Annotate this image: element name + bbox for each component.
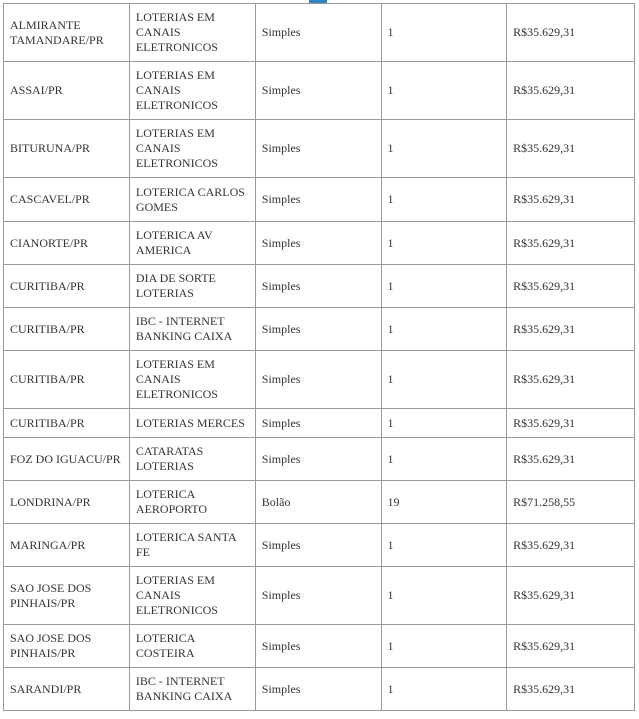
quota-count-cell: 1 — [381, 222, 507, 265]
outlet-cell: LOTERICA SANTA FE — [129, 524, 255, 567]
table-row — [4, 265, 635, 308]
quota-count-cell: 1 — [381, 308, 507, 351]
table-row — [4, 4, 635, 62]
bet-type-cell: Simples — [255, 120, 381, 178]
quota-count-cell: 1 — [381, 567, 507, 625]
prize-value-cell: R$35.629,31 — [507, 668, 635, 711]
outlet-cell: LOTERIAS MERCES — [129, 409, 255, 438]
bet-type-cell: Simples — [255, 524, 381, 567]
quota-count-cell: 1 — [381, 4, 507, 62]
outlet-cell: IBC - INTERNET BANKING CAIXA — [129, 668, 255, 711]
quota-count-cell: 1 — [381, 178, 507, 222]
quota-count-cell: 1 — [381, 351, 507, 409]
city-cell: CURITIBA/PR — [4, 308, 130, 351]
table-row — [4, 625, 635, 668]
prize-value-cell: R$35.629,31 — [507, 4, 635, 62]
bet-type-cell: Simples — [255, 668, 381, 711]
quota-count-cell: 1 — [381, 409, 507, 438]
city-cell: CURITIBA/PR — [4, 265, 130, 308]
quota-count-cell: 1 — [381, 625, 507, 668]
outlet-cell: LOTERICA AEROPORTO — [129, 481, 255, 524]
prize-value-cell: R$35.629,31 — [507, 524, 635, 567]
table-row — [4, 62, 635, 120]
bet-type-cell: Simples — [255, 265, 381, 308]
prize-value-cell: R$35.629,31 — [507, 308, 635, 351]
table-row — [4, 222, 635, 265]
bet-type-cell: Simples — [255, 4, 381, 62]
city-cell: SAO JOSE DOS PINHAIS/PR — [4, 625, 130, 668]
quota-count-cell: 1 — [381, 668, 507, 711]
bet-type-cell: Simples — [255, 438, 381, 481]
city-cell: FOZ DO IGUACU/PR — [4, 438, 130, 481]
outlet-cell: LOTERIAS EM CANAIS ELETRONICOS — [129, 567, 255, 625]
table-row — [4, 524, 635, 567]
city-cell: SAO JOSE DOS PINHAIS/PR — [4, 567, 130, 625]
table-row — [4, 120, 635, 178]
outlet-cell: LOTERIAS EM CANAIS ELETRONICOS — [129, 62, 255, 120]
table-row — [4, 481, 635, 524]
quota-count-cell: 1 — [381, 524, 507, 567]
outlet-cell: LOTERICA AV AMERICA — [129, 222, 255, 265]
city-cell: ASSAI/PR — [4, 62, 130, 120]
city-cell: CURITIBA/PR — [4, 351, 130, 409]
prize-value-cell: R$35.629,31 — [507, 265, 635, 308]
quota-count-cell: 1 — [381, 120, 507, 178]
prize-value-cell: R$35.629,31 — [507, 178, 635, 222]
quota-count-cell: 19 — [381, 481, 507, 524]
prize-value-cell: R$71.258,55 — [507, 481, 635, 524]
table-row — [4, 668, 635, 711]
outlet-cell: IBC - INTERNET BANKING CAIXA — [129, 308, 255, 351]
outlet-cell: LOTERIAS EM CANAIS ELETRONICOS — [129, 351, 255, 409]
city-cell: ALMIRANTE TAMANDARE/PR — [4, 4, 130, 62]
prize-value-cell: R$35.629,31 — [507, 222, 635, 265]
city-cell: CIANORTE/PR — [4, 222, 130, 265]
bet-type-cell: Bolão — [255, 481, 381, 524]
prize-value-cell: R$35.629,31 — [507, 120, 635, 178]
city-cell: LONDRINA/PR — [4, 481, 130, 524]
prize-value-cell: R$35.629,31 — [507, 625, 635, 668]
table-row — [4, 178, 635, 222]
outlet-cell: LOTERICA COSTEIRA — [129, 625, 255, 668]
table-row — [4, 438, 635, 481]
outlet-cell: DIA DE SORTE LOTERIAS — [129, 265, 255, 308]
outlet-cell: CATARATAS LOTERIAS — [129, 438, 255, 481]
prize-value-cell: R$35.629,31 — [507, 62, 635, 120]
table-row — [4, 351, 635, 409]
city-cell: BITURUNA/PR — [4, 120, 130, 178]
bet-type-cell: Simples — [255, 409, 381, 438]
quota-count-cell: 1 — [381, 62, 507, 120]
bet-type-cell: Simples — [255, 351, 381, 409]
table-row — [4, 409, 635, 438]
outlet-cell: LOTERICA CARLOS GOMES — [129, 178, 255, 222]
city-cell: CASCAVEL/PR — [4, 178, 130, 222]
bet-type-cell: Simples — [255, 625, 381, 668]
prize-value-cell: R$35.629,31 — [507, 438, 635, 481]
outlet-cell: LOTERIAS EM CANAIS ELETRONICOS — [129, 4, 255, 62]
bet-type-cell: Simples — [255, 567, 381, 625]
bet-type-cell: Simples — [255, 308, 381, 351]
quota-count-cell: 1 — [381, 265, 507, 308]
outlet-cell: LOTERIAS EM CANAIS ELETRONICOS — [129, 120, 255, 178]
prize-value-cell: R$35.629,31 — [507, 567, 635, 625]
city-cell: SARANDI/PR — [4, 668, 130, 711]
winners-table-body — [4, 4, 635, 711]
prize-value-cell: R$35.629,31 — [507, 351, 635, 409]
table-row — [4, 308, 635, 351]
bet-type-cell: Simples — [255, 222, 381, 265]
quota-count-cell: 1 — [381, 438, 507, 481]
city-cell: MARINGA/PR — [4, 524, 130, 567]
table-row — [4, 567, 635, 625]
winners-table — [3, 3, 635, 711]
prize-value-cell: R$35.629,31 — [507, 409, 635, 438]
city-cell: CURITIBA/PR — [4, 409, 130, 438]
bet-type-cell: Simples — [255, 178, 381, 222]
bet-type-cell: Simples — [255, 62, 381, 120]
